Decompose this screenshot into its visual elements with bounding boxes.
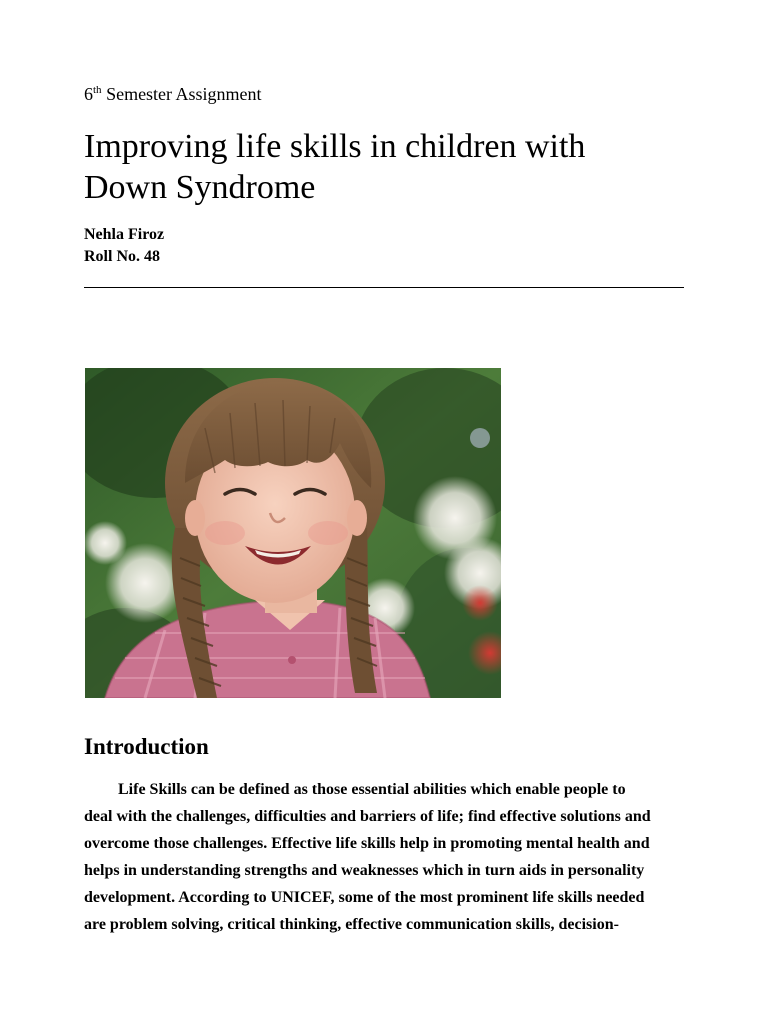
intro-line-5: development. According to UNICEF, some of the most prominent life skills needed <box>84 889 645 906</box>
semester-label <box>84 82 262 106</box>
roll-number: Roll No. 48 <box>84 248 160 265</box>
horizontal-rule <box>84 287 684 288</box>
cover-photo <box>85 368 501 698</box>
semester-text: Semester Assignment <box>101 84 262 104</box>
intro-line-6: are problem solving, critical thinking, effective communication skills, decision- <box>84 916 619 933</box>
semester-number: 6 <box>84 84 93 104</box>
intro-line-1: Life Skills can be defined as those essential abilities which enable people to <box>118 781 626 798</box>
smiling-girl-photo <box>85 368 501 698</box>
author-name: Nehla Firoz <box>84 226 165 243</box>
intro-line-3: overcome those challenges. Effective life skills help in promoting mental health and <box>84 835 650 852</box>
introduction-paragraph <box>84 776 684 938</box>
title-line-1: Improving life skills in children with <box>84 128 586 165</box>
author-block <box>84 224 164 268</box>
title-line-2: Down Syndrome <box>84 169 316 206</box>
document-title <box>84 126 684 208</box>
introduction-heading: Introduction <box>84 734 209 759</box>
intro-line-4: helps in understanding strengths and weaknesses which in turn aids in personality <box>84 862 645 879</box>
semester-suffix: th <box>93 84 102 96</box>
intro-line-2: deal with the challenges, difficulties and barriers of life; find effective solutions and <box>84 808 651 825</box>
